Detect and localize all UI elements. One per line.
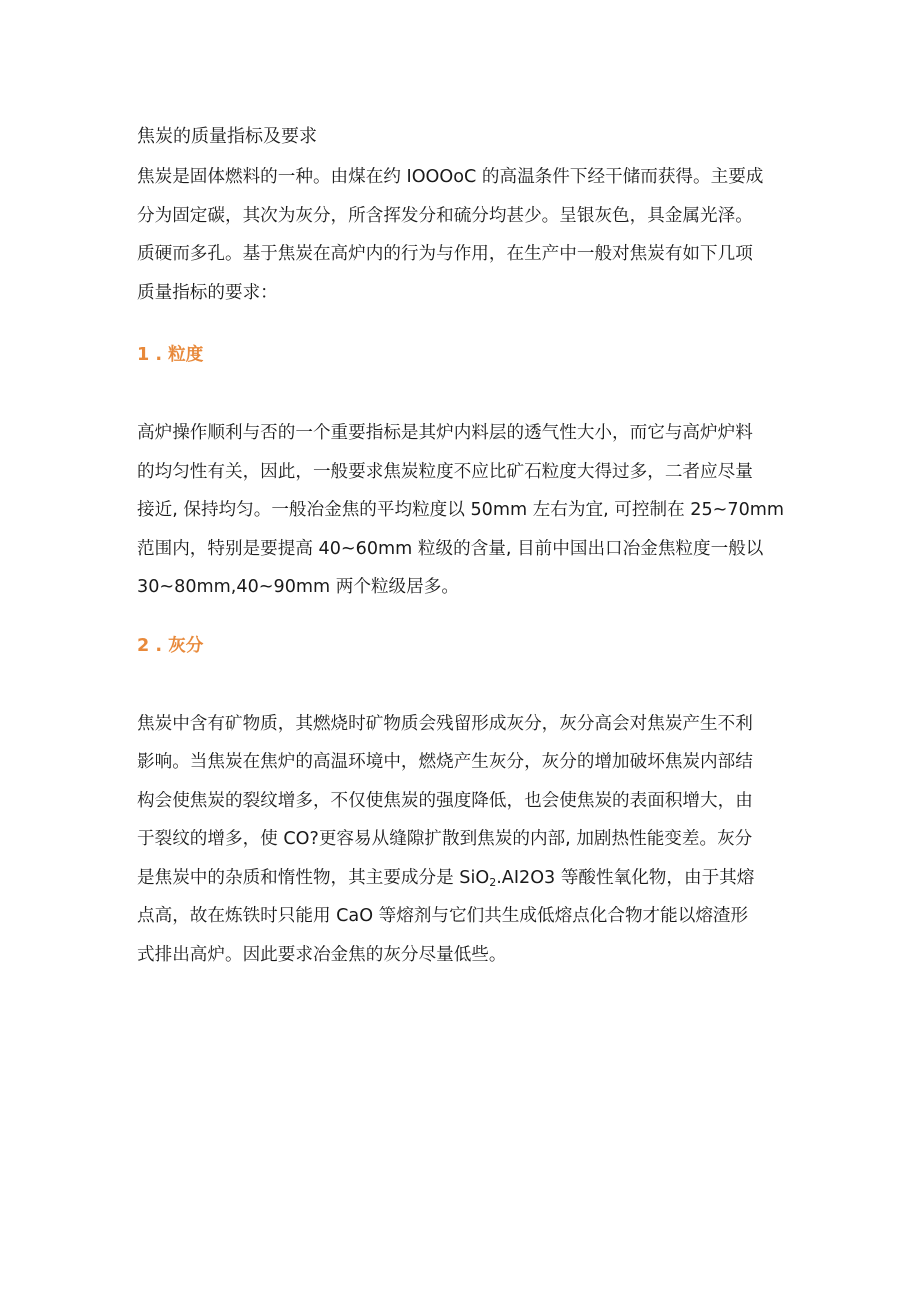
granularity-line: 接近, 保持均匀。一般冶金焦的平均粒度以 50mm 左右为宜, 可控制在 25~70mm (137, 500, 785, 520)
section-heading-granularity: 1 . 粒度 (137, 345, 204, 365)
granularity-line: 范围内，特别是要提高 40~60mm 粒级的含量, 目前中国出口冶金焦粒度一般以 (137, 538, 764, 559)
ash-line-sio2-before: 是焦炭中的杂质和惰性物，其主要成分是 SiO (137, 867, 490, 888)
ash-line: 影响。当焦炭在焦炉的高温环境中，燃烧产生灰分，灰分的增加破坏焦炭内部结 (137, 752, 753, 772)
ash-line: 点高，故在炼铁时只能用 CaO 等熔剂与它们共生成低熔点化合物才能以熔渣形 (137, 906, 749, 926)
document-title: 焦炭的质量指标及要求 (137, 126, 317, 147)
section-heading-ash: 2 . 灰分 (137, 635, 204, 656)
granularity-line: 高炉操作顺利与否的一个重要指标是其炉内料层的透气性大小，而它与高炉炉料 (137, 423, 753, 443)
ash-paragraph (137, 705, 797, 975)
ash-line: 于裂纹的增多，使 CO?更容易从缝隙扩散到焦炭的内部, 加剧热性能变差。灰分 (137, 829, 753, 849)
ash-line: 焦炭中含有矿物质，其燃烧时矿物质会残留形成灰分，灰分高会对焦炭产生不利 (137, 713, 753, 734)
document-page (137, 118, 797, 974)
intro-line: 质硬而多孔。基于焦炭在高炉内的行为与作用，在生产中一般对焦炭有如下几项 (137, 244, 753, 264)
intro-paragraph (137, 158, 797, 312)
granularity-paragraph (137, 414, 797, 607)
intro-line: 分为固定碳，其次为灰分，所含挥发分和硫分均甚少。呈银灰色，具金属光泽。 (137, 205, 753, 226)
granularity-line: 30~80mm,40~90mm 两个粒级居多。 (137, 577, 459, 597)
ash-line: 构会使焦炭的裂纹增多，不仅使焦炭的强度降低，也会使焦炭的表面积增大，由 (137, 790, 753, 811)
granularity-line: 的均匀性有关，因此，一般要求焦炭粒度不应比矿石粒度大得过多，二者应尽量 (137, 461, 753, 482)
ash-line: 式排出高炉。因此要求冶金焦的灰分尽量低些。 (137, 944, 507, 965)
ash-line-sio2-after: .AI2O3 等酸性氧化物，由于其熔 (496, 867, 755, 888)
intro-line: 焦炭是固体燃料的一种。由煤在约 IOOOoC 的高温条件下经干储而获得。主要成 (137, 167, 764, 187)
sio2-subscript: 2 (489, 875, 497, 889)
ash-line-sio2 (137, 859, 797, 898)
intro-line: 质量指标的要求： (137, 282, 278, 303)
